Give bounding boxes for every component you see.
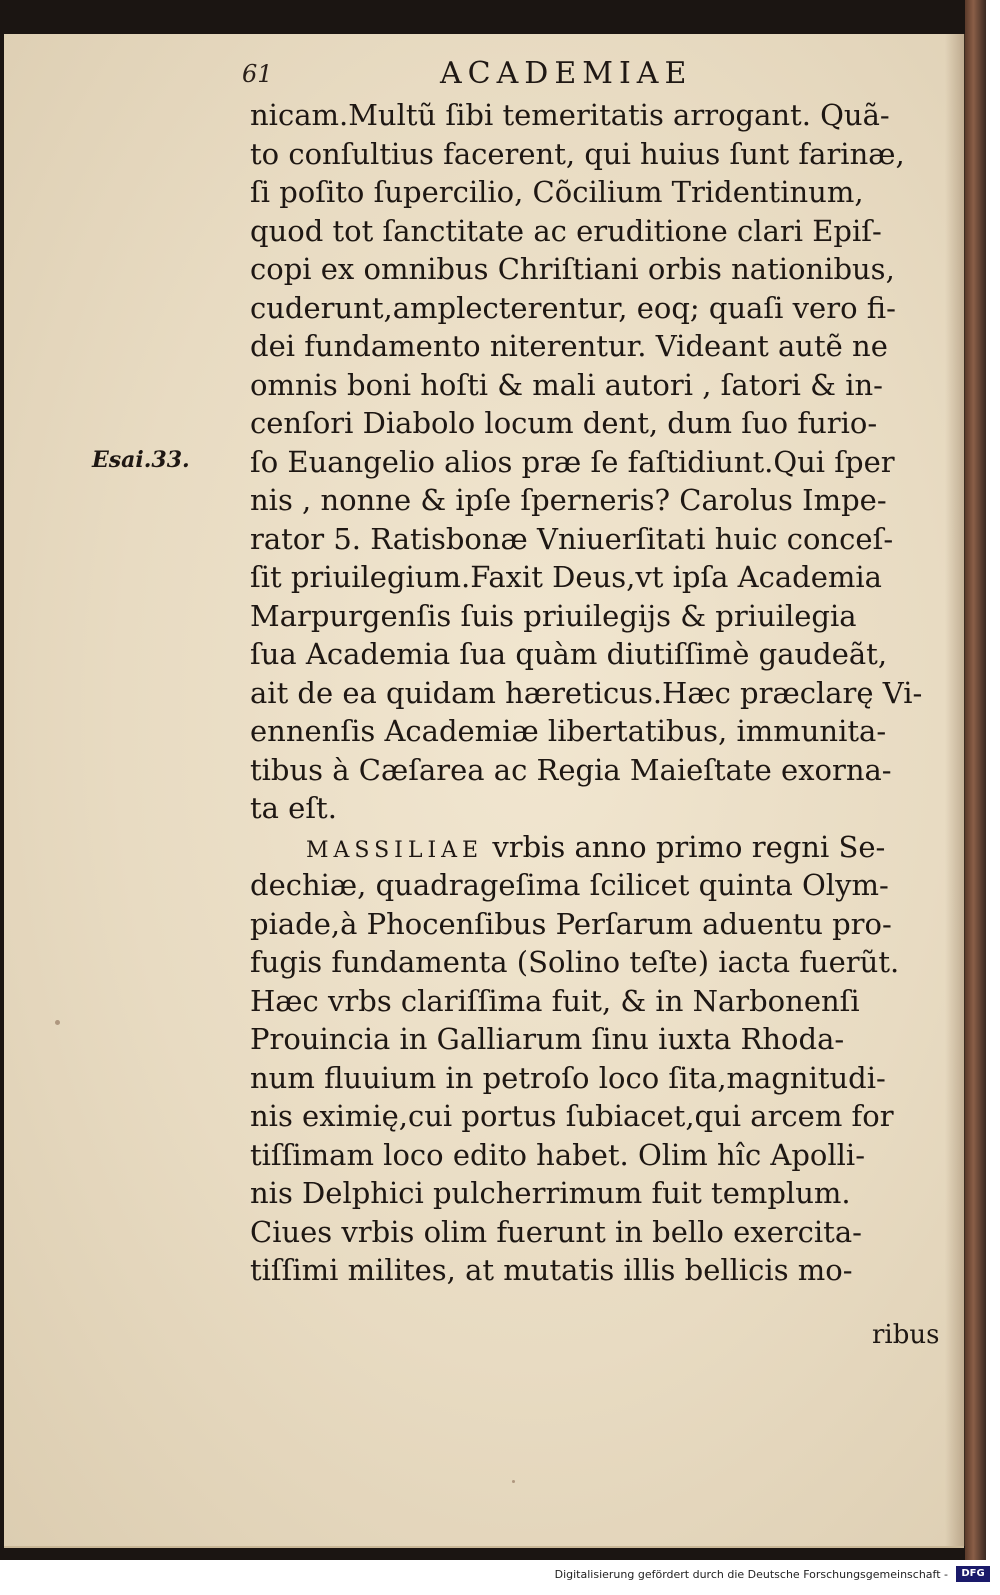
text-line xyxy=(250,520,950,559)
text-line xyxy=(250,789,950,828)
text-line-content: dechiæ, quadrageſima ſcilicet quinta Olym- xyxy=(250,868,889,902)
text-line-content: nicam.Multũ ſibi temeritatis arrogant. Quã- xyxy=(250,98,890,132)
text-line-content: ſua Academia ſua quàm diutiſſimè gaudeãt, xyxy=(250,637,888,671)
text-line xyxy=(250,1213,950,1252)
text-line-content: omnis boni hoſti & mali autori , ſatori & in- xyxy=(250,367,883,402)
text-line-content: tibus à Cæſarea ac Regia Maieſtate exorna- xyxy=(250,752,892,787)
text-line xyxy=(250,558,950,597)
text-line xyxy=(250,866,950,905)
text-line xyxy=(250,943,950,982)
text-line-content: to conſultius facerent, qui huius ſunt farinæ, xyxy=(250,136,905,171)
text-line xyxy=(250,289,950,328)
text-line-content: num fluuium in petroſo loco ſita,magnitudi- xyxy=(250,1060,886,1095)
text-line xyxy=(250,250,950,289)
text-line xyxy=(250,1059,950,1098)
text-line-content: Prouincia in Galliarum ſinu iuxta Rhoda- xyxy=(250,1022,845,1056)
text-line-content: Hæc vrbs clariſſima fuit, & in Narbonenſi xyxy=(250,983,860,1018)
text-line-content: nis Delphici pulcherrimum fuit templum. xyxy=(250,1176,851,1210)
text-line-content: tiſſimam loco edito habet. Olim hîc Apolli- xyxy=(250,1137,865,1172)
text-line xyxy=(250,751,950,790)
text-line-content: ſo Euangelio alios præ ſe faſtidiunt.Qui ſper xyxy=(250,444,895,479)
text-line xyxy=(250,1136,950,1175)
text-line xyxy=(250,1020,950,1059)
text-line-content: dei fundamento niterentur. Videant autẽ ne xyxy=(250,329,888,363)
text-line-content: tiſſimi milites, at mutatis illis bellicis mo- xyxy=(250,1253,853,1287)
text-line xyxy=(250,674,950,713)
text-line xyxy=(250,635,950,674)
section-lead-word: MASSILIAE xyxy=(306,837,484,863)
text-line-content: ta eſt. xyxy=(250,791,337,825)
text-line-content: nis , nonne & ipſe ſperneris? Carolus Impe- xyxy=(250,483,887,517)
text-line xyxy=(250,1251,950,1290)
catchword: ribus xyxy=(872,1320,940,1350)
text-line xyxy=(250,443,950,482)
text-line-content: quod tot ſanctitate ac eruditione clari Epiſ- xyxy=(250,213,882,248)
footer-credit: Digitalisierung gefördert durch die Deutsche Forschungsgemeinschaft - xyxy=(554,1568,948,1581)
text-line-content: copi ex omnibus Chriſtiani orbis nationibus, xyxy=(250,252,895,286)
text-line xyxy=(250,1097,950,1136)
text-line xyxy=(250,96,950,135)
text-line xyxy=(250,597,950,636)
text-line xyxy=(250,982,950,1021)
text-line-content: fugis fundamenta (Solino teſte) iacta fuerũt. xyxy=(250,945,900,979)
text-line-content: ennenſis Academiæ libertatibus, immunita- xyxy=(250,714,887,748)
text-line xyxy=(250,712,950,751)
text-line-content: ſit priuilegium.Faxit Deus,vt ipſa Academia xyxy=(250,560,882,594)
book-spine xyxy=(965,0,986,1560)
running-head: ACADEMIAE xyxy=(440,56,693,91)
body-text xyxy=(250,96,950,1290)
text-line xyxy=(250,135,950,174)
margin-note: Esai.33. xyxy=(92,447,190,473)
text-line-content: cenſori Diabolo locum dent, dum ſuo furio- xyxy=(250,406,878,440)
text-line xyxy=(250,481,950,520)
text-line xyxy=(250,1174,950,1213)
text-line-content: Marpurgenſis ſuis priuilegijs & priuilegia xyxy=(250,598,857,633)
text-line-content: ait de ea quidam hæreticus.Hæc præclarę Vi- xyxy=(250,675,923,710)
text-line xyxy=(250,905,950,944)
paper-spot xyxy=(512,1480,515,1483)
text-line-content: ſi poſito ſupercilio, Cõcilium Tridentinum, xyxy=(250,175,864,209)
text-line xyxy=(250,366,950,405)
paper-spot xyxy=(55,1020,60,1025)
text-line-content: vrbis anno primo regni Se- xyxy=(483,829,886,864)
text-line xyxy=(250,173,950,212)
text-line xyxy=(250,212,950,251)
text-line-content: rator 5. Ratisbonæ Vniuerſitati huic conceſ- xyxy=(250,521,894,556)
text-line-content: piade,à Phocenſibus Perſarum aduentu pro- xyxy=(250,906,892,941)
text-line-content: Ciues vrbis olim fuerunt in bello exercita- xyxy=(250,1214,862,1249)
text-line-content: cuderunt,amplecterentur, eoq; quaſi vero fi- xyxy=(250,290,896,325)
page-number: 61 xyxy=(242,60,273,88)
text-line xyxy=(250,404,950,443)
dfg-logo: DFG xyxy=(956,1566,990,1582)
text-line-content: nis eximię,cui portus ſubiacet,qui arcem for xyxy=(250,1099,894,1133)
text-line xyxy=(250,327,950,366)
text-line xyxy=(250,828,950,867)
